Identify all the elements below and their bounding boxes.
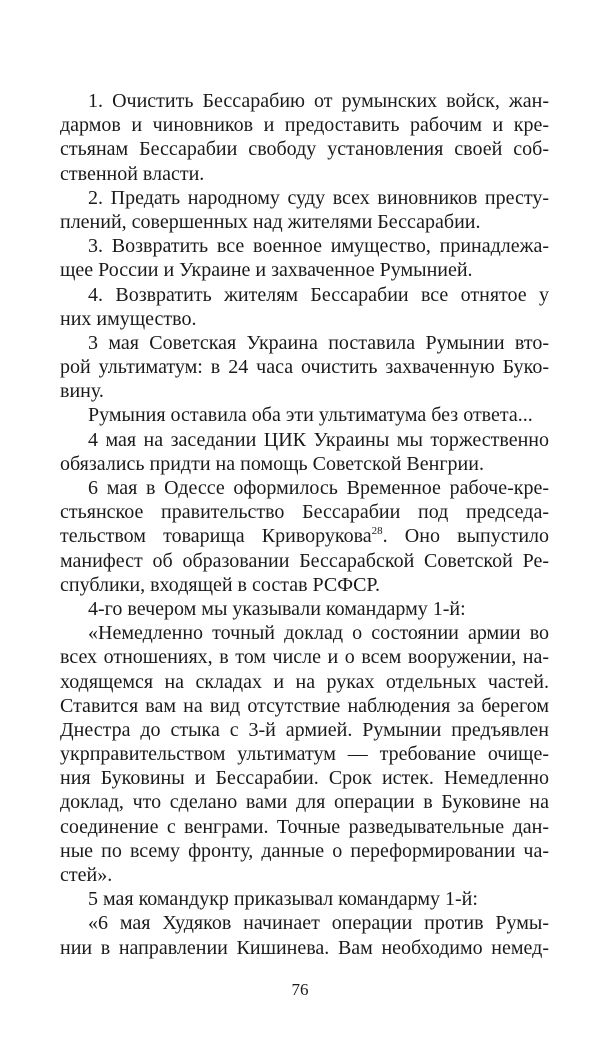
text-line: стей».: [60, 864, 113, 886]
text-line: них имущество.: [60, 307, 197, 330]
paragraph: [60, 331, 549, 404]
text-line: ные по всему фронту, данные о переформировании ча-: [60, 839, 549, 862]
text-line: укрправительством ультиматум — требование очище-: [60, 743, 549, 766]
text-line: Днестра до стыка с 3-й армией. Румынии предъявлен: [60, 718, 549, 741]
text-line: 5 мая командукр приказывал командарму 1-й:: [88, 888, 478, 911]
text-line: ственной власти.: [60, 162, 205, 185]
text-line: нии в направлении Кишинева. Вам необходимо немед-: [60, 936, 549, 959]
text-line: щее России и Украине и захваченное Румынией.: [60, 259, 473, 282]
text-line: ходящемся на складах и на руках отдельных частей.: [60, 670, 549, 693]
text-line: доклад, что сделано вами для операции в Буковине на: [60, 791, 549, 814]
paragraph: [60, 887, 549, 911]
paragraph: [60, 403, 549, 427]
footnote-marker: 28: [371, 525, 383, 538]
text-line: обязались придти на помощь Советской Венгрии.: [60, 452, 484, 475]
text-line: [60, 524, 549, 548]
text-line: стьянское правительство Бессарабии под председа-: [60, 501, 549, 524]
text-line: манифест об образовании Бессарабской Советской Ре-: [60, 549, 549, 572]
page-body-text: [60, 89, 549, 960]
text-line: спублики, входящей в состав РСФСР.: [60, 573, 381, 596]
paragraph: [60, 621, 549, 887]
text-segment: тельством товарища Криворукова: [60, 525, 372, 548]
paragraph: [60, 476, 549, 597]
text-line: соединение с венграми. Точные разведывательные дан-: [60, 815, 549, 838]
text-line: рой ультиматум: в 24 часа очистить захваченную Буко-: [60, 356, 549, 379]
text-line: ния Буковины и Бессарабии. Срок истек. Немедленно: [60, 767, 549, 790]
paragraph: [60, 186, 549, 234]
paragraph: [60, 428, 549, 476]
text-line: Ставится вам на вид отсутствие наблюдения за берегом: [60, 694, 549, 717]
text-line: плений, совершенных над жителями Бессарабии.: [60, 210, 481, 233]
page-number: 76: [291, 980, 309, 999]
text-line: 4 мая на заседании ЦИК Украины мы торжественно: [88, 428, 549, 451]
text-line: «Немедленно точный доклад о состоянии армии во: [88, 622, 549, 645]
paragraph: [60, 89, 549, 186]
paragraph: [60, 283, 549, 331]
text-line: вину.: [60, 380, 104, 403]
paragraph: [60, 234, 549, 282]
text-line: 2. Предать народному суду всех виновников престу-: [88, 186, 549, 209]
text-line: всех отношениях, в том числе и о всем вооружении, на-: [60, 646, 549, 669]
text-line: 4-го вечером мы указывали командарму 1-й:: [88, 597, 466, 620]
paragraph: [60, 911, 549, 959]
text-line: дармов и чиновников и предоставить рабочим и кре-: [60, 114, 549, 137]
text-line: 1. Очистить Бессарабию от румынских войск, жан-: [88, 90, 549, 112]
text-line: «6 мая Худяков начинает операции против Румы-: [88, 912, 549, 935]
text-line: Румыния оставила оба эти ультиматума без ответа...: [88, 404, 533, 427]
text-line: 6 мая в Одессе оформилось Временное рабоче-кре-: [88, 477, 549, 499]
text-line: 3 мая Советская Украина поставила Румынии вто-: [88, 331, 549, 354]
paragraph: [60, 597, 549, 621]
text-line: 4. Возвратить жителям Бессарабии все отнятое у: [88, 283, 549, 306]
text-segment: . Оно выпустило: [382, 525, 549, 548]
text-line: 3. Возвратить все военное имущество, принадлежа-: [88, 235, 549, 258]
text-line: стьянам Бессарабии свободу установления своей соб-: [60, 138, 549, 161]
